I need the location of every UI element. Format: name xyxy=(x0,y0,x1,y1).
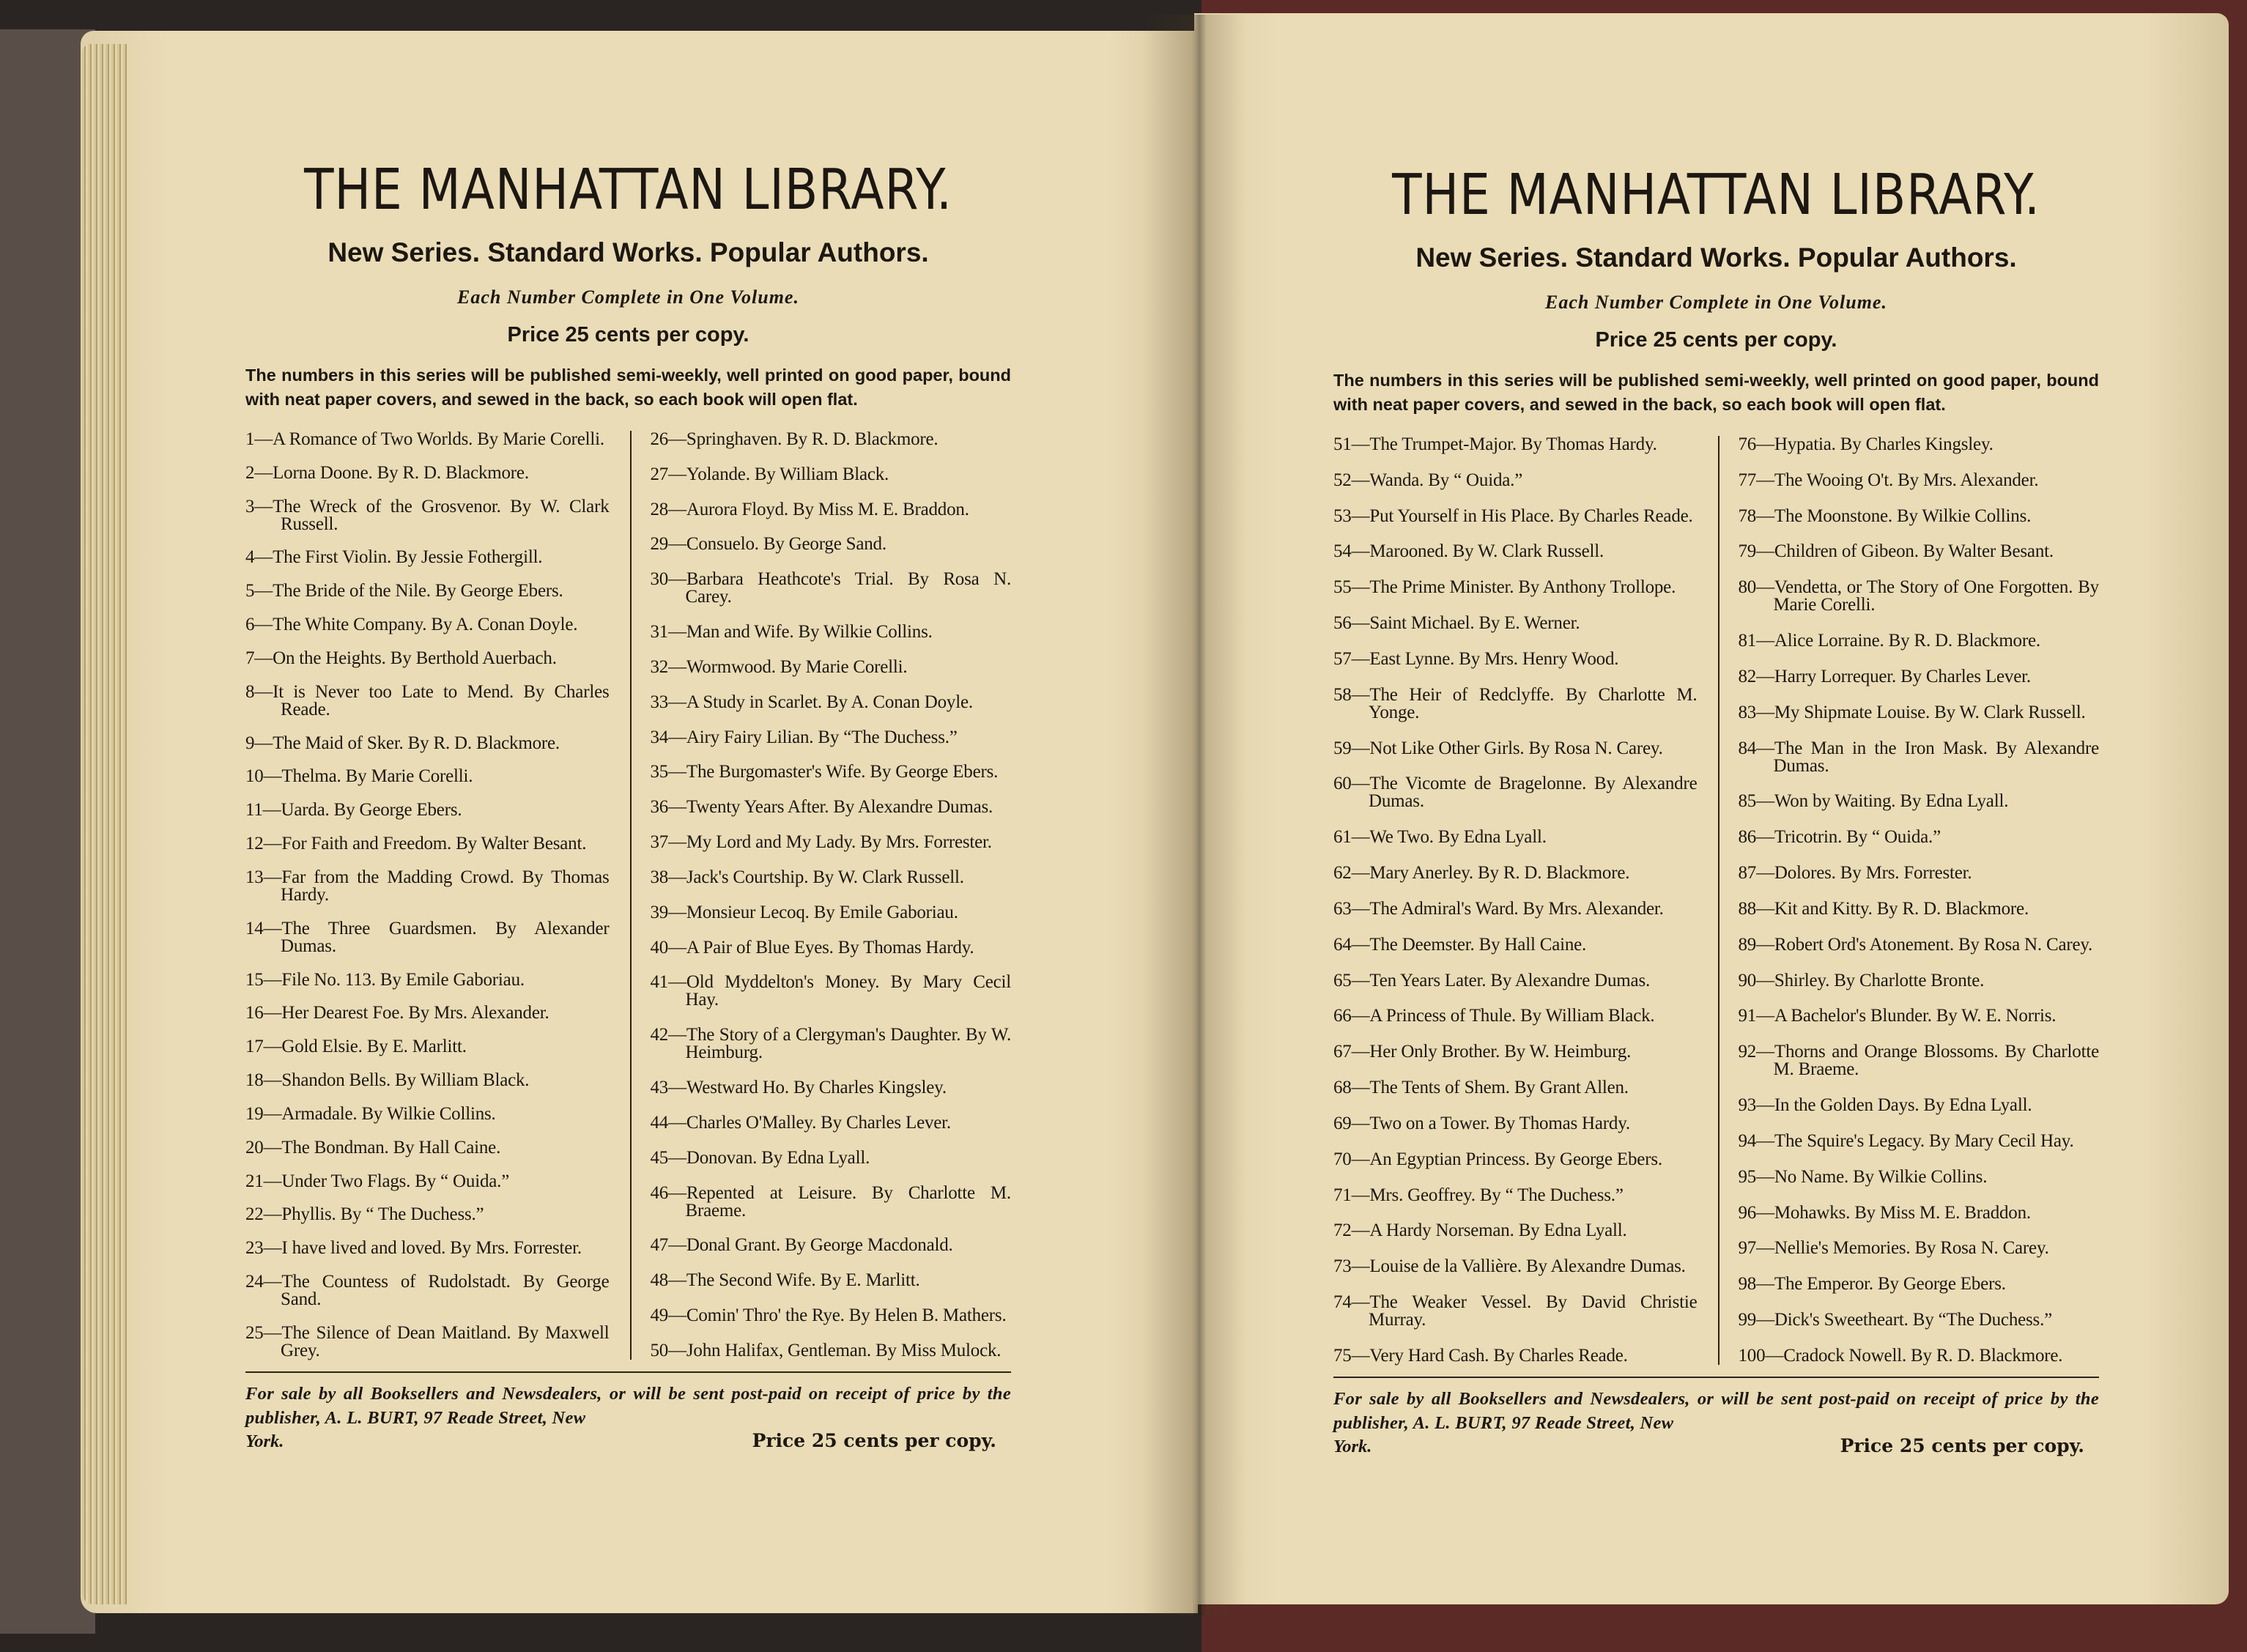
book-list-entry: 4—The First Violin. By Jessie Fothergill. xyxy=(245,547,543,568)
book-list-entry: 75—Very Hard Cash. By Charles Reade. xyxy=(1333,1345,1628,1366)
book-list-entry: 62—Mary Anerley. By R. D. Blackmore. xyxy=(1333,863,1630,884)
book-list-entry: 11—Uarda. By George Ebers. xyxy=(245,800,462,821)
footer-city: York. xyxy=(245,1431,284,1451)
book-list-column xyxy=(1333,436,1717,1365)
series-subtitle: New Series. Standard Works. Popular Authors. xyxy=(1415,242,2017,273)
intro-paragraph: The numbers in this series will be published semi-weekly, well printed on good paper, bound with neat paper covers, and sewed in the back, so each book will open flat. xyxy=(245,366,1011,409)
complete-note: Each Number Complete in One Volume. xyxy=(1545,292,1887,313)
book-list-entry: 99—Dick's Sweetheart. By “The Duchess.” xyxy=(1738,1310,2053,1330)
book-list-entry: 86—Tricotrin. By “ Ouida.” xyxy=(1738,827,1941,848)
book-list-entry: 51—The Trumpet-Major. By Thomas Hardy. xyxy=(1333,434,1657,454)
page-title: THE MANHATTAN LIBRARY. xyxy=(1392,163,2040,228)
footer-city: York. xyxy=(1333,1437,1372,1456)
book-list-entry: 16—Her Dearest Foe. By Mrs. Alexander. xyxy=(245,1003,549,1023)
book-list-entry: 72—A Hardy Norseman. By Edna Lyall. xyxy=(1333,1221,1627,1241)
book-list-entry: 53—Put Yourself in His Place. By Charles Reade. xyxy=(1333,505,1693,526)
book-list-entry: 80—Vendetta, or The Story of One Forgotten. By Marie Corelli. xyxy=(1738,577,2099,615)
book-list-entry: 19—Armadale. By Wilkie Collins. xyxy=(245,1103,496,1124)
footer-divider xyxy=(1333,1377,2099,1378)
book-list-entry: 9—The Maid of Sker. By R. D. Blackmore. xyxy=(245,733,560,753)
book-list-entry: 21—Under Two Flags. By “ Ouida.” xyxy=(245,1171,510,1191)
book-list-entry: 5—The Bride of the Nile. By George Ebers. xyxy=(245,581,563,601)
footer-line xyxy=(245,1430,1011,1452)
book-list-entry: 49—Comin' Thro' the Rye. By Helen B. Mathers. xyxy=(650,1305,1007,1326)
book-list-entry: 79—Children of Gibeon. By Walter Besant. xyxy=(1738,541,2054,562)
book-list-column xyxy=(245,431,629,1360)
book-list-entry: 42—The Story of a Clergyman's Daughter. By W. Heimburg. xyxy=(650,1025,1011,1063)
right-page-content xyxy=(1333,163,2099,1457)
book-list-entry: 10—Thelma. By Marie Corelli. xyxy=(245,766,473,787)
book-list-entry: 94—The Squire's Legacy. By Mary Cecil Hay. xyxy=(1738,1130,2074,1151)
book-list xyxy=(245,431,1011,1360)
book-list-entry: 63—The Admiral's Ward. By Mrs. Alexander. xyxy=(1333,898,1664,919)
book-list-entry: 7—On the Heights. By Berthold Auerbach. xyxy=(245,648,557,668)
book-list-entry: 70—An Egyptian Princess. By George Ebers. xyxy=(1333,1149,1662,1169)
book-list-entry: 55—The Prime Minister. By Anthony Trollope. xyxy=(1333,577,1676,598)
book-list-entry: 34—Airy Fairy Lilian. By “The Duchess.” xyxy=(650,727,958,747)
page-edges xyxy=(82,44,127,1604)
book-list-entry: 41—Old Myddelton's Money. By Mary Cecil Hay. xyxy=(650,972,1011,1010)
book-list-entry: 50—John Halifax, Gentleman. By Miss Mulock. xyxy=(650,1340,1002,1360)
book-list-entry: 28—Aurora Floyd. By Miss M. E. Braddon. xyxy=(650,499,969,519)
book-list-entry: 39—Monsieur Lecoq. By Emile Gaboriau. xyxy=(650,902,958,922)
book-list-entry: 47—Donal Grant. By George Macdonald. xyxy=(650,1235,953,1256)
book-list-entry: 38—Jack's Courtship. By W. Clark Russell. xyxy=(650,867,964,887)
footer-note: For sale by all Booksellers and Newsdealers, or will be sent post-paid on receipt of price by the publisher, A. L. BURT, 97 Reade Street, New xyxy=(245,1384,1011,1428)
book-list-entry: 32—Wormwood. By Marie Corelli. xyxy=(650,656,908,677)
book-list-entry: 40—A Pair of Blue Eyes. By Thomas Hardy. xyxy=(650,937,974,958)
book-list-entry: 56—Saint Michael. By E. Werner. xyxy=(1333,613,1580,634)
book-list-entry: 36—Twenty Years After. By Alexandre Dumas. xyxy=(650,797,993,818)
book-list-entry: 59—Not Like Other Girls. By Rosa N. Carey. xyxy=(1333,738,1663,758)
book-list-entry: 37—My Lord and My Lady. By Mrs. Forrester. xyxy=(650,832,992,853)
book-list-entry: 29—Consuelo. By George Sand. xyxy=(650,534,886,555)
footer-price: Price 25 cents per copy. xyxy=(1840,1435,2084,1456)
book-list-entry: 88—Kit and Kitty. By R. D. Blackmore. xyxy=(1738,898,2029,919)
book-list-entry: 27—Yolande. By William Black. xyxy=(650,464,889,484)
book-list-entry: 66—A Princess of Thule. By William Black. xyxy=(1333,1006,1655,1026)
book-list-entry: 98—The Emperor. By George Ebers. xyxy=(1738,1274,2006,1294)
book-list-entry: 61—We Two. By Edna Lyall. xyxy=(1333,827,1547,848)
book-list-column xyxy=(629,431,1012,1360)
book-list-entry: 8—It is Never too Late to Mend. By Charles Reade. xyxy=(245,681,610,719)
book-list-entry: 14—The Three Guardsmen. By Alexander Dumas. xyxy=(245,918,610,956)
footer-price: Price 25 cents per copy. xyxy=(752,1430,996,1451)
book-list-entry: 54—Marooned. By W. Clark Russell. xyxy=(1333,541,1604,562)
footer-note: For sale by all Booksellers and Newsdealers, or will be sent post-paid on receipt of price by the publisher, A. L. BURT, 97 Reade Street, New xyxy=(1333,1389,2099,1433)
book-list-entry: 84—The Man in the Iron Mask. By Alexandre Dumas. xyxy=(1738,738,2099,776)
book-list-entry: 48—The Second Wife. By E. Marlitt. xyxy=(650,1270,920,1291)
book-list-entry: 97—Nellie's Memories. By Rosa N. Carey. xyxy=(1738,1238,2049,1259)
book-list-entry: 78—The Moonstone. By Wilkie Collins. xyxy=(1738,505,2032,526)
book-list-entry: 23—I have lived and loved. By Mrs. Forrester. xyxy=(245,1238,582,1259)
book-list-entry: 35—The Burgomaster's Wife. By George Ebers. xyxy=(650,762,999,782)
book-gutter xyxy=(1143,15,1245,1615)
book-list-entry: 25—The Silence of Dean Maitland. By Maxwell Grey. xyxy=(245,1322,610,1360)
book-list-entry: 81—Alice Lorraine. By R. D. Blackmore. xyxy=(1738,631,2040,651)
book-list-entry: 13—Far from the Madding Crowd. By Thomas Hardy. xyxy=(245,867,610,905)
book-list-entry: 74—The Weaker Vessel. By David Christie Murray. xyxy=(1333,1292,1698,1330)
book-list-column xyxy=(1717,436,2100,1365)
book-list-entry: 1—A Romance of Two Worlds. By Marie Corelli. xyxy=(245,429,604,449)
complete-note: Each Number Complete in One Volume. xyxy=(457,286,799,308)
book-list-entry: 20—The Bondman. By Hall Caine. xyxy=(245,1137,501,1157)
book-list-entry: 71—Mrs. Geoffrey. By “ The Duchess.” xyxy=(1333,1185,1624,1205)
book-list-entry: 90—Shirley. By Charlotte Bronte. xyxy=(1738,970,1985,990)
book-list-entry: 76—Hypatia. By Charles Kingsley. xyxy=(1738,434,1994,454)
book-list-entry: 100—Cradock Nowell. By R. D. Blackmore. xyxy=(1738,1345,2063,1366)
book-list-entry: 24—The Countess of Rudolstadt. By George Sand. xyxy=(245,1272,610,1310)
book-list-entry: 87—Dolores. By Mrs. Forrester. xyxy=(1738,863,1972,884)
book-list-entry: 58—The Heir of Redclyffe. By Charlotte M. Yonge. xyxy=(1333,684,1698,722)
book-list-entry: 6—The White Company. By A. Conan Doyle. xyxy=(245,615,578,635)
footer-line xyxy=(1333,1435,2099,1457)
book-list-entry: 46—Repented at Leisure. By Charlotte M. Braeme. xyxy=(650,1182,1011,1221)
book-list-entry: 89—Robert Ord's Atonement. By Rosa N. Carey. xyxy=(1738,934,2093,955)
book-list-entry: 64—The Deemster. By Hall Caine. xyxy=(1333,934,1587,955)
book-list-entry: 17—Gold Elsie. By E. Marlitt. xyxy=(245,1037,467,1057)
book-list-entry: 91—A Bachelor's Blunder. By W. E. Norris. xyxy=(1738,1006,2057,1026)
book-list-entry: 3—The Wreck of the Grosvenor. By W. Clark Russell. xyxy=(245,496,610,534)
book-list-entry: 95—No Name. By Wilkie Collins. xyxy=(1738,1166,1988,1187)
price-line: Price 25 cents per copy. xyxy=(1595,328,1837,352)
book-list-entry: 30—Barbara Heathcote's Trial. By Rosa N. Carey. xyxy=(650,569,1011,607)
book-list-entry: 33—A Study in Scarlet. By A. Conan Doyle. xyxy=(650,692,973,712)
book-list-entry: 26—Springhaven. By R. D. Blackmore. xyxy=(650,429,939,449)
page-title: THE MANHATTAN LIBRARY. xyxy=(304,158,952,223)
column-divider xyxy=(630,431,632,1360)
book-list-entry: 85—Won by Waiting. By Edna Lyall. xyxy=(1738,791,2009,812)
book-list-entry: 69—Two on a Tower. By Thomas Hardy. xyxy=(1333,1113,1630,1133)
book-list-entry: 73—Louise de la Vallière. By Alexandre Dumas. xyxy=(1333,1256,1686,1277)
left-page-content xyxy=(245,158,1011,1452)
price-line: Price 25 cents per copy. xyxy=(507,323,749,347)
book-list-entry: 96—Mohawks. By Miss M. E. Braddon. xyxy=(1738,1202,2031,1223)
book-list xyxy=(1333,436,2099,1365)
book-list-entry: 92—Thorns and Orange Blossoms. By Charlotte M. Braeme. xyxy=(1738,1042,2099,1080)
intro-paragraph: The numbers in this series will be published semi-weekly, well printed on good paper, bound with neat paper covers, and sewed in the back, so each book will open flat. xyxy=(1333,371,2099,414)
book-list-entry: 18—Shandon Bells. By William Black. xyxy=(245,1070,530,1091)
book-list-entry: 15—File No. 113. By Emile Gaboriau. xyxy=(245,969,525,990)
book-list-entry: 44—Charles O'Malley. By Charles Lever. xyxy=(650,1112,951,1133)
book-list-entry: 52—Wanda. By “ Ouida.” xyxy=(1333,470,1523,490)
book-list-entry: 31—Man and Wife. By Wilkie Collins. xyxy=(650,622,933,642)
book-list-entry: 2—Lorna Doone. By R. D. Blackmore. xyxy=(245,462,529,483)
book-list-entry: 60—The Vicomte de Bragelonne. By Alexandre Dumas. xyxy=(1333,774,1698,812)
book-list-entry: 45—Donovan. By Edna Lyall. xyxy=(650,1147,870,1168)
book-list-entry: 57—East Lynne. By Mrs. Henry Wood. xyxy=(1333,648,1619,669)
footer-divider xyxy=(245,1371,1011,1373)
book-list-entry: 65—Ten Years Later. By Alexandre Dumas. xyxy=(1333,970,1651,990)
book-list-entry: 12—For Faith and Freedom. By Walter Besant. xyxy=(245,834,587,854)
book-list-entry: 68—The Tents of Shem. By Grant Allen. xyxy=(1333,1078,1629,1098)
series-subtitle: New Series. Standard Works. Popular Authors. xyxy=(327,237,929,267)
book-list-entry: 67—Her Only Brother. By W. Heimburg. xyxy=(1333,1042,1632,1062)
book-list-entry: 77—The Wooing O't. By Mrs. Alexander. xyxy=(1738,470,2039,490)
book-list-entry: 82—Harry Lorrequer. By Charles Lever. xyxy=(1738,666,2031,686)
book-list-entry: 43—Westward Ho. By Charles Kingsley. xyxy=(650,1078,947,1098)
book-list-entry: 22—Phyllis. By “ The Duchess.” xyxy=(245,1204,484,1225)
book-list-entry: 83—My Shipmate Louise. By W. Clark Russell. xyxy=(1738,702,2086,722)
column-divider xyxy=(1718,436,1720,1365)
book-list-entry: 93—In the Golden Days. By Edna Lyall. xyxy=(1738,1095,2032,1116)
